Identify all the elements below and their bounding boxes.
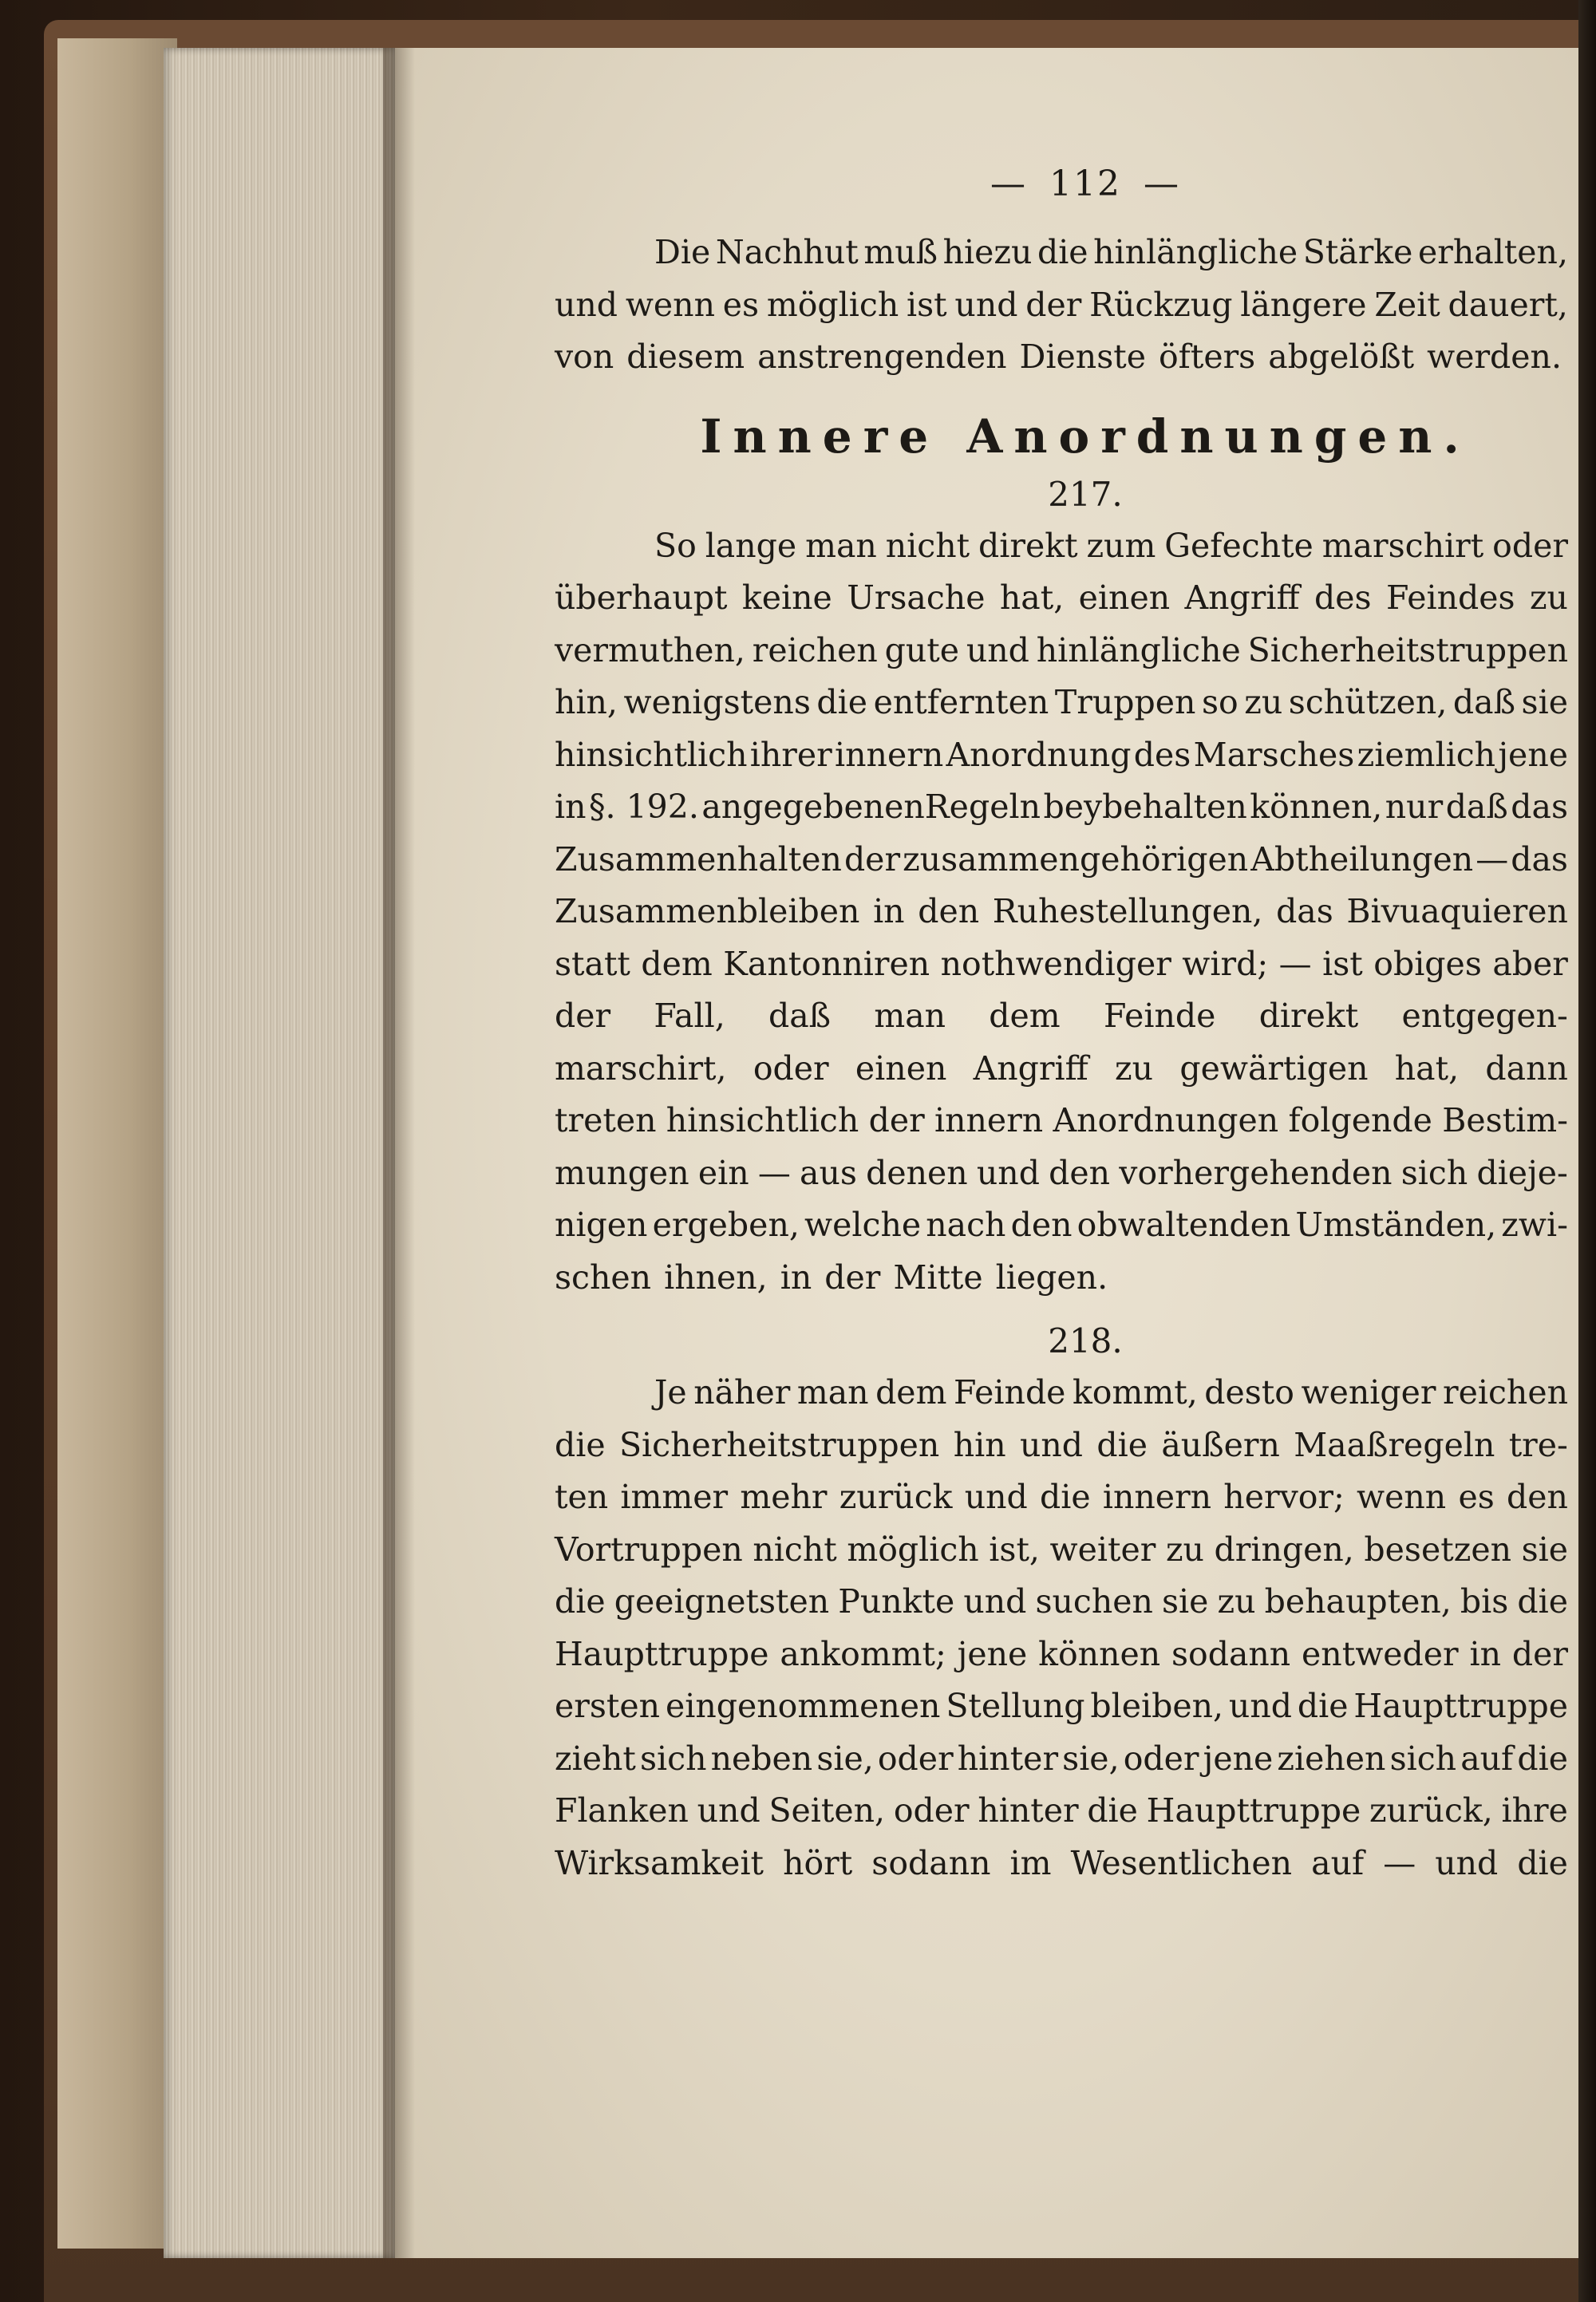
word: jene (1498, 735, 1568, 774)
word: folgende (1288, 1101, 1432, 1139)
word: auf (1311, 1843, 1365, 1882)
word: diesem (626, 338, 745, 376)
word: die (816, 683, 868, 721)
word: Sicherheitstruppen (618, 1425, 940, 1464)
word: beybehalten (1043, 788, 1247, 826)
word: von (555, 338, 614, 376)
intro-paragraph (555, 227, 1568, 384)
word: ankommt; (780, 1634, 946, 1673)
word: erhalten, (1417, 233, 1568, 271)
text-line (555, 1199, 1568, 1252)
word: und (555, 285, 618, 324)
word: und (976, 1153, 1040, 1192)
word: das (1511, 839, 1568, 879)
word: gute (884, 630, 960, 669)
word: dem (875, 1373, 947, 1412)
text-line (555, 520, 1568, 573)
text-line (555, 886, 1568, 938)
text-line (555, 279, 1568, 332)
word: ten (555, 1478, 609, 1516)
word: Stärke (1302, 233, 1413, 271)
word: — (1278, 944, 1312, 983)
word: reichen (752, 630, 878, 669)
word: immer (620, 1478, 729, 1516)
word: oder (1123, 1739, 1199, 1778)
word: öfters (1158, 338, 1256, 376)
text-line (555, 1629, 1568, 1681)
word: hat, (999, 578, 1065, 617)
text-line (555, 834, 1568, 886)
word: zu (1529, 578, 1568, 617)
word: zu (1165, 1530, 1204, 1569)
word: sich (639, 1739, 707, 1778)
word: und (963, 1582, 1027, 1621)
word: die (555, 1582, 606, 1621)
word: reichen (1442, 1373, 1568, 1412)
word: hin, (555, 683, 618, 721)
word: zu (1217, 1582, 1256, 1621)
word: besetzen (1364, 1530, 1511, 1569)
word: sie (1162, 1582, 1209, 1621)
word: dann (1485, 1048, 1568, 1088)
word: ist (1322, 944, 1363, 983)
word: ist (907, 285, 947, 324)
word: vermuthen, (555, 630, 745, 669)
word: marschirt, (555, 1048, 727, 1088)
word: abgelößt (1268, 338, 1415, 376)
word: — (1476, 839, 1509, 879)
text-line (555, 1471, 1568, 1524)
word: behaupten, (1264, 1582, 1452, 1621)
word: wenn (625, 285, 715, 324)
section-number-217: 217. (1048, 474, 1123, 514)
word: Haupttruppe (1353, 1687, 1568, 1725)
word: in (555, 788, 587, 826)
word: nicht (885, 526, 970, 565)
word: obwaltenden (1077, 1206, 1291, 1244)
word: Umständen, (1295, 1206, 1497, 1244)
word: in (1469, 1634, 1502, 1673)
word: der (868, 1101, 925, 1139)
word: Zusammenbleiben (555, 892, 860, 930)
word: Anordnung (946, 735, 1132, 774)
word: zum (1086, 526, 1156, 565)
word: hört (783, 1843, 853, 1882)
word: man (805, 526, 877, 565)
word: Je (654, 1373, 687, 1412)
word: oder (753, 1048, 829, 1088)
word: des (1133, 735, 1191, 774)
word: zieht (555, 1739, 636, 1778)
page-header (602, 164, 1568, 204)
text-line (555, 331, 1568, 384)
word: Seiten, (768, 1791, 886, 1830)
word: sodann (871, 1843, 991, 1882)
word: Haupttruppe (1146, 1791, 1361, 1830)
word: obiges (1373, 944, 1482, 983)
word: mehr (740, 1478, 828, 1516)
word: die (555, 1425, 606, 1464)
word: muß (863, 233, 938, 271)
word: hinter (978, 1791, 1079, 1830)
word: einen (1078, 578, 1171, 617)
word: Punkte (838, 1582, 955, 1621)
word: neben (710, 1739, 813, 1778)
word: weniger (1301, 1373, 1436, 1412)
word: suchen (1035, 1582, 1153, 1621)
word: hinsichtlich (666, 1101, 859, 1139)
word: überhaupt (555, 578, 728, 617)
word: und (1228, 1687, 1292, 1725)
word: möglich (766, 285, 899, 324)
word: Maaßregeln (1294, 1425, 1495, 1464)
word: entgegen- (1401, 997, 1568, 1035)
word: des (1314, 578, 1372, 617)
word: hinsichtlich (555, 735, 748, 774)
word: Die (654, 233, 711, 271)
word: sodann (1171, 1634, 1291, 1673)
scan-border (1578, 0, 1596, 2302)
word: daß (768, 997, 832, 1035)
word: dem (641, 944, 713, 983)
word: die (1037, 233, 1088, 271)
word: und (966, 630, 1029, 669)
word: der (555, 997, 611, 1035)
word: desto (1204, 1373, 1294, 1412)
word: — (1383, 1843, 1416, 1882)
word: kommt, (1072, 1373, 1198, 1412)
word: den (1506, 1478, 1568, 1516)
text-line (555, 1524, 1568, 1577)
word: nigen (555, 1206, 648, 1244)
word: Sicherheitstruppen (1247, 630, 1568, 669)
text-line (555, 572, 1568, 625)
page-text (555, 164, 1568, 1889)
word: ziemlich (1357, 735, 1496, 774)
text-line (555, 781, 1568, 834)
word: denen (866, 1153, 968, 1192)
word: statt (555, 944, 630, 983)
word: die (1297, 1687, 1349, 1725)
word: den (1010, 1206, 1073, 1244)
word: Ursache (847, 578, 986, 617)
word: nach (926, 1206, 1006, 1244)
word: Vortruppen (555, 1530, 743, 1569)
word: entfernten (873, 683, 1049, 721)
word: können (1038, 1634, 1161, 1673)
word: äußern (1161, 1425, 1280, 1464)
word: der (824, 1258, 881, 1297)
word: nur (1385, 788, 1444, 826)
word: gewärtigen (1179, 1048, 1369, 1088)
word: dem (989, 997, 1061, 1035)
text-line (555, 1838, 1568, 1890)
word: wenigstens (623, 683, 811, 721)
word: in (873, 892, 905, 930)
word: schen (555, 1258, 652, 1297)
word: ein (697, 1153, 749, 1192)
word: Feinde (953, 1373, 1066, 1412)
paragraph-217 (555, 520, 1568, 1305)
word: angegebenenRegeln (701, 788, 1041, 826)
word: und (964, 1478, 1028, 1516)
word: näher (693, 1373, 791, 1412)
word: Fall, (654, 997, 725, 1035)
word: ihre (1501, 1791, 1568, 1830)
word: Flanken (555, 1791, 689, 1830)
word: dieje- (1476, 1153, 1568, 1192)
word: ist, (989, 1530, 1040, 1569)
word: zwi- (1501, 1206, 1568, 1244)
word: Zeit (1374, 285, 1440, 324)
word: Haupttruppe (555, 1634, 769, 1673)
word: längere (1240, 285, 1367, 324)
word: Feinde (1103, 997, 1216, 1035)
word: die (1517, 1582, 1568, 1621)
text-line (555, 990, 1568, 1043)
text-line (555, 1367, 1568, 1420)
cover-edge (57, 38, 177, 2249)
word: innern (835, 735, 944, 774)
word: die (1040, 1478, 1091, 1516)
word: weiter (1049, 1530, 1156, 1569)
word: sie, (1062, 1739, 1120, 1778)
word: innern (934, 1101, 1044, 1139)
word: oder (1492, 526, 1568, 565)
word: wenn (1357, 1478, 1447, 1516)
page-number: 112 (1049, 164, 1121, 204)
word: möglich (847, 1530, 979, 1569)
text-line (555, 1785, 1568, 1838)
word: Feindes (1386, 578, 1515, 617)
word: geeignetsten (614, 1582, 830, 1621)
word: Stellung (946, 1687, 1085, 1725)
word: Bivuaquieren (1346, 892, 1568, 930)
word: Wirksamkeit (555, 1843, 764, 1882)
word: der (1025, 285, 1082, 324)
text-line (555, 1576, 1568, 1629)
word: Mitte (893, 1258, 983, 1297)
word: direkt (1258, 997, 1359, 1035)
text-line (555, 938, 1568, 991)
word: bleiben, (1090, 1687, 1224, 1725)
word: Dienste (1019, 338, 1146, 376)
word: hin (953, 1425, 1006, 1464)
word: sich (1400, 1153, 1468, 1192)
word: so (1201, 683, 1238, 721)
text-line (555, 1680, 1568, 1733)
text-line (555, 1095, 1568, 1147)
word: ihrer (749, 735, 832, 774)
word: daß (1452, 683, 1515, 721)
word: hinter (957, 1739, 1059, 1778)
word: und (697, 1791, 760, 1830)
word: hat, (1394, 1048, 1460, 1088)
word: ergeben, (652, 1206, 800, 1244)
word: Nachhut (715, 233, 859, 271)
word: Anordnungen (1053, 1101, 1279, 1139)
word: vorhergehenden (1119, 1153, 1393, 1192)
word: werden. (1427, 338, 1562, 376)
word: Rückzug (1089, 285, 1233, 324)
word: die (1087, 1791, 1138, 1830)
word: den (918, 892, 980, 930)
word: welche (804, 1206, 922, 1244)
word: dauert, (1448, 285, 1568, 324)
word: es (722, 285, 760, 324)
text-line (555, 1420, 1568, 1472)
word: können, (1250, 788, 1383, 826)
word: Zusammenhalten (555, 839, 842, 879)
word: auf (1460, 1739, 1514, 1778)
word: das (1276, 892, 1333, 930)
word: daß (1445, 788, 1508, 826)
word: es (1458, 1478, 1495, 1516)
word: liegen. (995, 1258, 1108, 1297)
word: in (780, 1258, 812, 1297)
word: zu (1244, 683, 1283, 721)
word: tre- (1508, 1425, 1568, 1464)
text-line (555, 1147, 1568, 1200)
paragraph-218 (555, 1367, 1568, 1889)
word: Marsches (1193, 735, 1355, 774)
word: So (654, 526, 697, 565)
word: bis (1460, 1582, 1509, 1621)
header-dash-left: — (990, 164, 1027, 204)
word: treten (555, 1101, 657, 1139)
word: sie, (816, 1739, 874, 1778)
header-dash-right: — (1143, 164, 1180, 204)
word: eingenommenen (665, 1687, 941, 1725)
section-number-218: 218. (1048, 1321, 1123, 1360)
word: marschirt (1321, 526, 1484, 565)
text-line (555, 677, 1568, 729)
word: aus (800, 1153, 857, 1192)
word: zusammengehörigen (903, 839, 1249, 879)
word: ziehen (1277, 1739, 1386, 1778)
word: Abtheilungen (1250, 839, 1474, 879)
word: innern (1102, 1478, 1212, 1516)
word: den (1049, 1153, 1111, 1192)
word: die (1517, 1739, 1568, 1778)
word: hervor; (1223, 1478, 1345, 1516)
word: das (1511, 788, 1568, 826)
word: wird; (1182, 944, 1269, 983)
word: keine (741, 578, 832, 617)
word: lange (705, 526, 797, 565)
word: man (874, 997, 946, 1035)
word: anstrengenden (757, 338, 1007, 376)
word: nicht (753, 1530, 837, 1569)
word: §. 192. (589, 788, 699, 826)
word: Truppen (1054, 683, 1196, 721)
word: direkt (978, 526, 1078, 565)
word: schützen, (1288, 683, 1448, 721)
word: sich (1389, 1739, 1457, 1778)
text-line (555, 1043, 1568, 1096)
word: jene (1203, 1739, 1274, 1778)
word: Bestim- (1442, 1101, 1568, 1139)
page-edges (164, 48, 395, 2258)
word: Angriff (973, 1048, 1088, 1088)
word: hinlängliche (1036, 630, 1241, 669)
text-line (555, 625, 1568, 677)
word: und (954, 285, 1018, 324)
word: im (1009, 1843, 1052, 1882)
word: ersten (555, 1687, 661, 1725)
text-line (555, 1252, 1568, 1305)
word: und (1019, 1425, 1084, 1464)
word: zurück (839, 1478, 953, 1516)
word: der (1511, 1634, 1568, 1673)
word: oder (877, 1739, 954, 1778)
word: — (757, 1153, 791, 1192)
word: und (1435, 1843, 1499, 1882)
word: hiezu (942, 233, 1033, 271)
section-heading: Innere Anordnungen. (700, 409, 1471, 464)
word: sie (1521, 683, 1568, 721)
word: zu (1115, 1048, 1154, 1088)
word: Kantonniren (723, 944, 930, 983)
word: zurück, (1369, 1791, 1493, 1830)
page-gutter (383, 48, 415, 2258)
word: hinlängliche (1093, 233, 1298, 271)
word: ihnen, (664, 1258, 768, 1297)
text-line (555, 1733, 1568, 1786)
word: mungen (555, 1153, 689, 1192)
word: Ruhestellungen, (992, 892, 1263, 930)
word: man (796, 1373, 869, 1412)
word: die (1096, 1425, 1148, 1464)
text-line (555, 227, 1568, 279)
word: oder (893, 1791, 970, 1830)
word: die (1517, 1843, 1568, 1882)
word: nothwendiger (940, 944, 1171, 983)
word: dringen, (1214, 1530, 1354, 1569)
word: aber (1492, 944, 1568, 983)
word: entweder (1302, 1634, 1459, 1673)
word: Angriff (1184, 578, 1300, 617)
word: sie (1521, 1530, 1568, 1569)
word: der (843, 839, 901, 879)
text-line (555, 729, 1568, 782)
word: jene (957, 1634, 1028, 1673)
word: Wesentlichen (1070, 1843, 1293, 1882)
word: einen (855, 1048, 947, 1088)
word: Gefechte (1164, 526, 1314, 565)
